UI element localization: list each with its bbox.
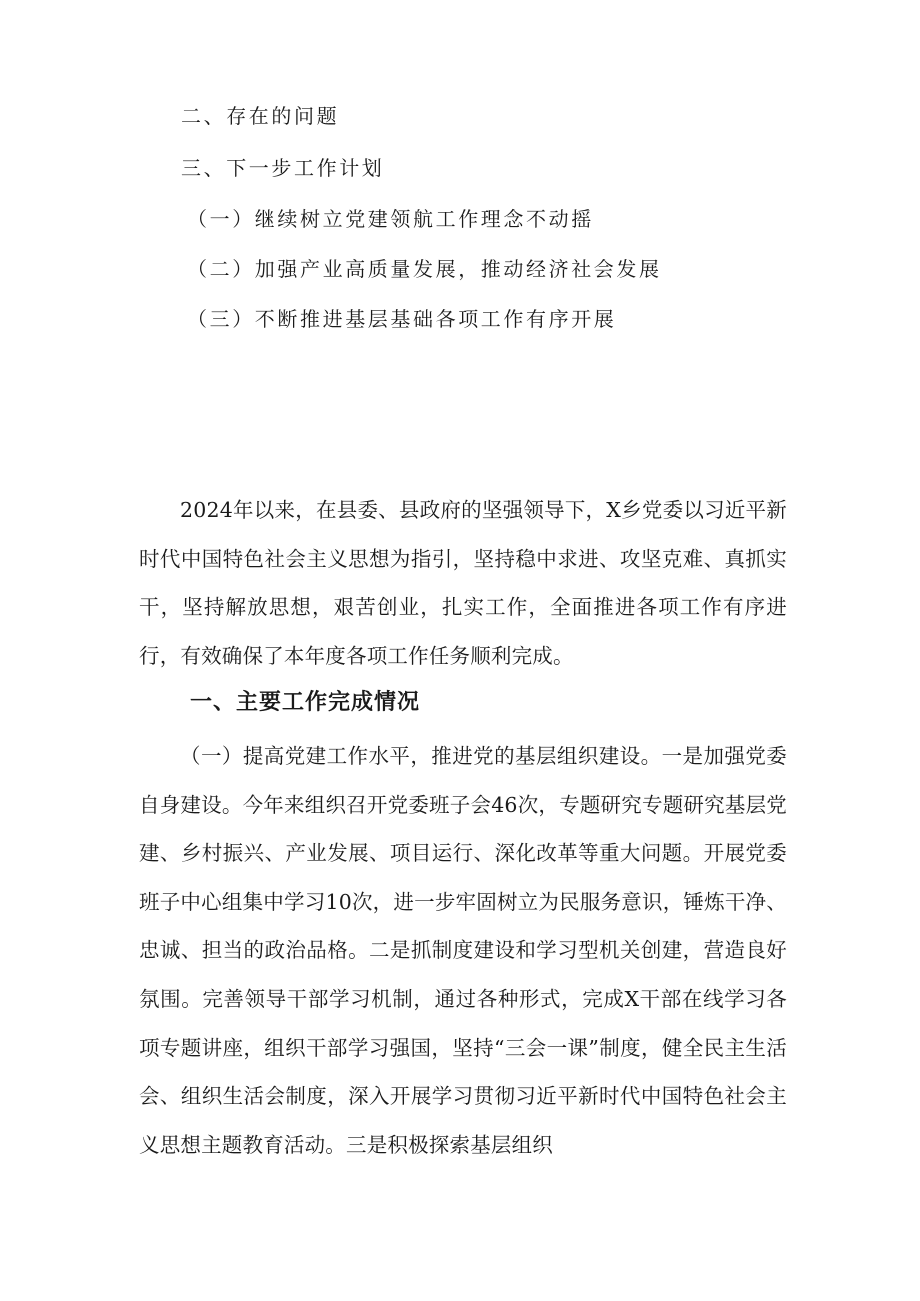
toc-subitem-2: （二）加强产业高质量发展，推动经济社会发展 [187,257,662,281]
toc-subitem-1: （一）继续树立党建领航工作理念不动摇 [187,207,594,231]
toc-item-problems: 二、存在的问题 [181,104,340,128]
toc-item-next-plan: 三、下一步工作计划 [181,156,385,180]
section-1-paragraph: （一）提高党建工作水平，推进党的基层组织建设。一是加强党委自身建设。今年来组织召开党委班子会46次，专题研究专题研究基层党建、乡村振兴、产业发展、项目运行、深化改革等重大问题。开展党委班子中心组集中学习10次，进一步牢固树立为民服务意识，锤炼干净、忠诚、担当的政治品格。二是抓制度建设和学习型机关创建，营造良好氛围。完善领导干部学习机制，通过各种形式，完成X干部在线学习各项专题讲座，组织干部学习强国，坚持“三会一课”制度，健全民主生活会、组织生活会制度，深入开展学习贯彻习近平新时代中国特色社会主义思想主题教育活动。三是积极探索基层组织 [139,744,787,1157]
intro-paragraph: 2024年以来，在县委、县政府的坚强领导下，X乡党委以习近平新时代中国特色社会主义思想为指引，坚持稳中求进、攻坚克难、真抓实干，坚持解放思想，艰苦创业，扎实工作，全面推进各项工作有序进行，有效确保了本年度各项工作任务顺利完成。 [139,498,787,668]
section-heading-main-work: 一、主要工作完成情况 [190,690,421,715]
toc-subitem-3: （三）不断推进基层基础各项工作有序开展 [187,307,617,331]
